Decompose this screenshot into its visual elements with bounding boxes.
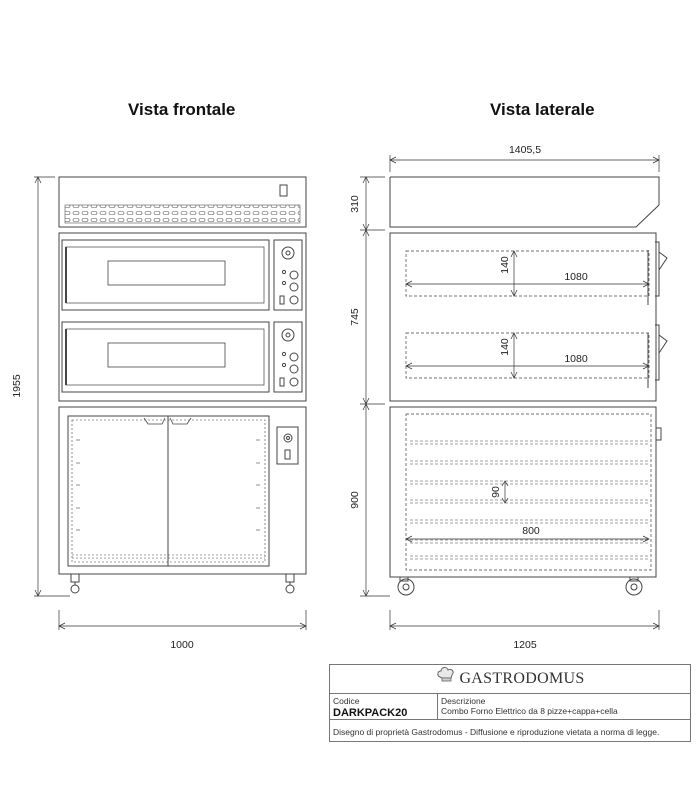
oven-body-side	[390, 233, 656, 401]
description-label: Descrizione	[441, 696, 486, 706]
oven-door-lower	[62, 322, 269, 392]
dim-oven-height: 745	[349, 308, 361, 326]
description-value: Combo Forno Elettrico da 8 pizze+cappa+cella	[441, 706, 618, 716]
description-cell	[438, 694, 690, 719]
dim-chamber1-depth: 1080	[564, 271, 588, 283]
front-view-title: Vista frontale	[128, 100, 236, 119]
side-casters	[398, 577, 642, 595]
dim-side-depth-bottom: 1205	[513, 639, 537, 651]
chef-hat-icon	[435, 664, 457, 686]
hood-side	[390, 177, 659, 227]
cell-door-left	[68, 416, 168, 566]
chamber-upper-inner	[406, 251, 649, 296]
dim-front-height: 1955	[11, 374, 23, 398]
cell-control-panel	[277, 427, 298, 464]
dim-chamber1-height: 140	[499, 256, 511, 274]
front-casters	[71, 574, 294, 593]
side-view-title: Vista laterale	[490, 100, 595, 119]
code-value: DARKPACK20	[333, 707, 408, 719]
hood-vent-grille	[65, 205, 300, 223]
dim-chamber2-depth: 1080	[564, 353, 588, 365]
proving-cell-side	[390, 407, 656, 577]
title-block	[329, 664, 691, 742]
dim-cell-height: 900	[349, 491, 361, 509]
chamber-lower-inner	[406, 333, 649, 378]
copyright-note: Disegno di proprietà Gastrodomus - Diffusione e riproduzione vietata a norma di legge.	[333, 727, 660, 737]
oven-door-upper	[62, 240, 269, 310]
brand-name: GASTRODOMUS	[459, 670, 585, 687]
dim-shelf-spacing: 90	[490, 486, 502, 498]
brand-logo	[330, 665, 690, 694]
front-view	[59, 177, 306, 593]
code-cell	[330, 694, 438, 719]
code-label: Codice	[333, 696, 360, 706]
hood-switch	[280, 185, 287, 196]
dim-hood-height: 310	[349, 195, 361, 213]
cell-door-right	[168, 416, 269, 566]
dim-chamber2-height: 140	[499, 338, 511, 356]
dim-cell-depth: 800	[522, 525, 540, 537]
dim-front-width: 1000	[170, 639, 194, 651]
dim-side-depth-top: 1405,5	[508, 144, 542, 156]
title-block-row	[330, 694, 690, 720]
